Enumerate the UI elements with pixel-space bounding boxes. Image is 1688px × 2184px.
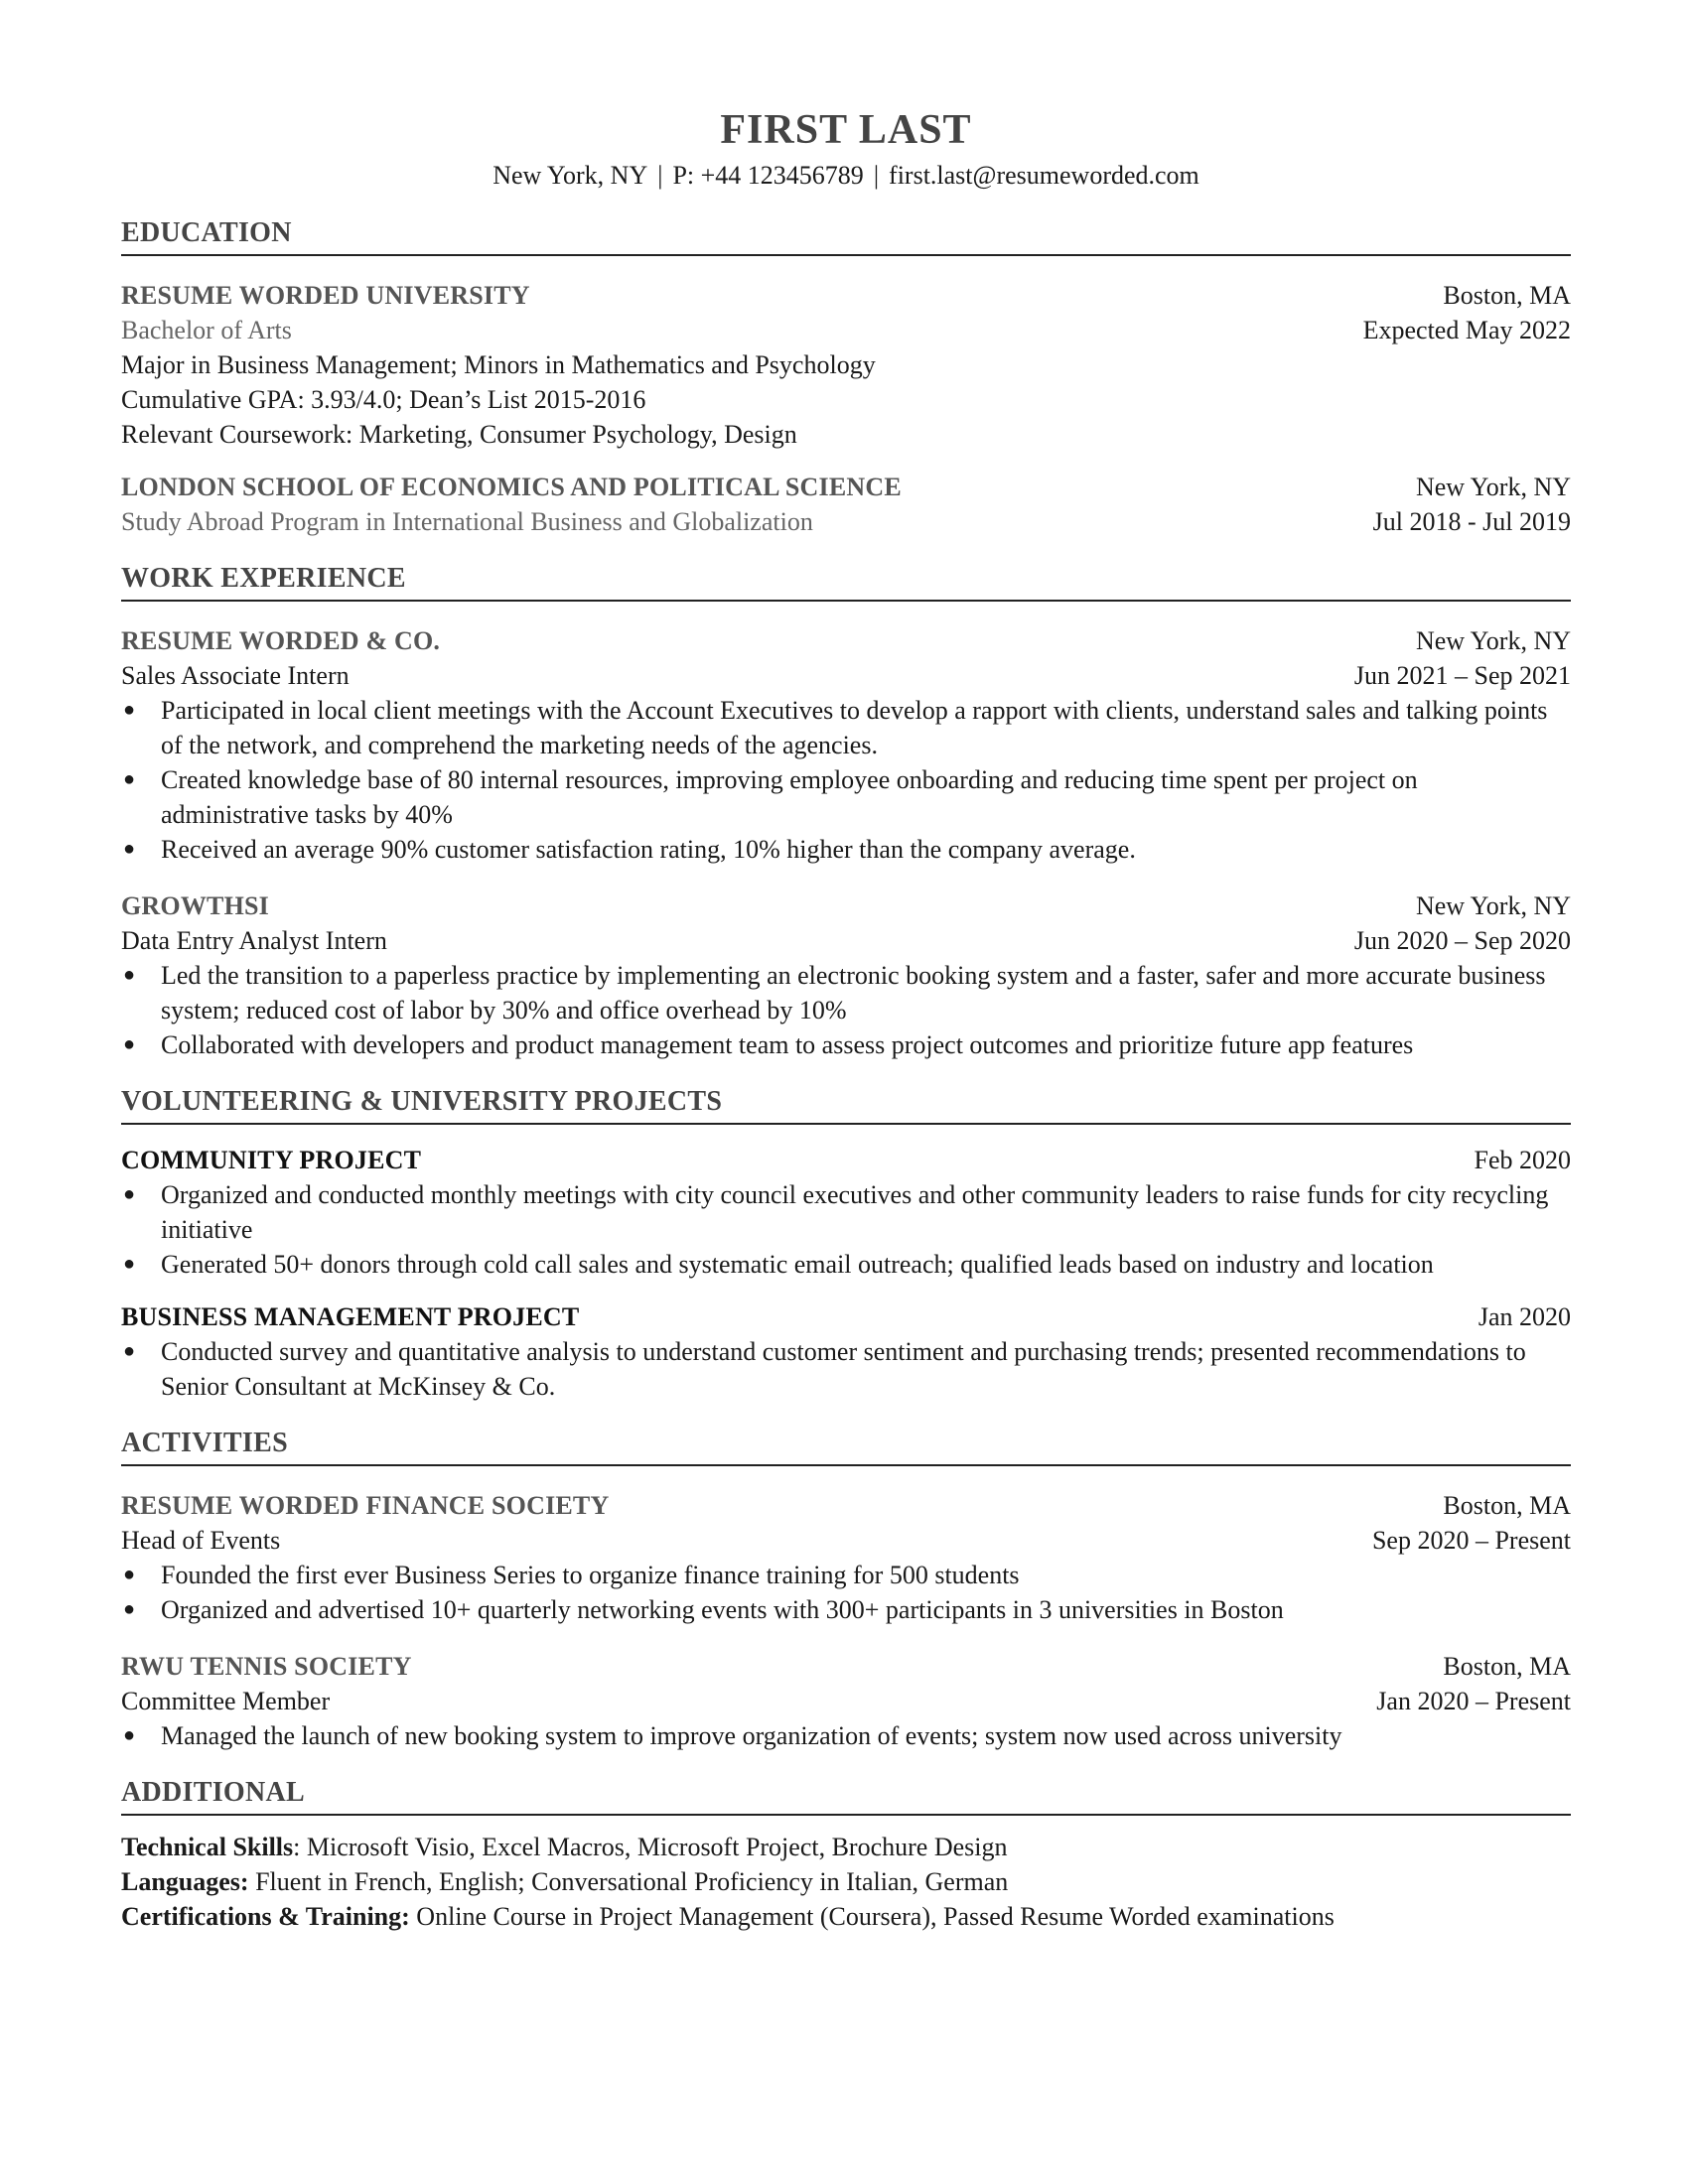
education-entry: [121, 278, 1571, 452]
activity-entry: [121, 1488, 1571, 1627]
project-entry: [121, 1299, 1571, 1404]
bullet-text: Generated 50+ donors through cold call sales and systematic email outreach; qualified leads based on industry and location: [161, 1250, 1434, 1279]
bullet-text: Managed the launch of new booking system to improve organization of events; system now used across university: [161, 1721, 1342, 1750]
project-name: BUSINESS MANAGEMENT PROJECT: [121, 1302, 580, 1331]
entry-date: Expected May 2022: [1362, 316, 1571, 344]
bullet-item: [121, 1558, 1571, 1592]
bullet-icon: ●: [123, 1724, 136, 1746]
additional-label: Languages:: [121, 1867, 249, 1896]
bullet-text: Conducted survey and quantitative analysis to understand customer sentiment and purchasing trends; presented recommendations to Senior Consultant at McKinsey & Co.: [161, 1337, 1526, 1401]
bullet-icon: ●: [123, 1253, 136, 1275]
bullet-icon: ●: [123, 1340, 136, 1362]
project-name: COMMUNITY PROJECT: [121, 1146, 422, 1174]
entry-date: Jun 2020 – Sep 2020: [1353, 926, 1571, 955]
entry-location: New York, NY: [1415, 891, 1571, 920]
additional-text: Fluent in French, English; Conversational Proficiency in Italian, German: [255, 1867, 1009, 1896]
bullet-icon: ●: [123, 768, 136, 790]
section-heading: EDUCATION: [121, 215, 1571, 256]
education-detail: Cumulative GPA: 3.93/4.0; Dean’s List 2015-2016: [121, 385, 646, 414]
bullet-item: [121, 1177, 1571, 1247]
contact-email: first.last@resumeworded.com: [889, 161, 1199, 190]
bullet-item: [121, 1027, 1571, 1062]
activity-entry: [121, 1649, 1571, 1753]
contact-phone: P: +44 123456789: [672, 161, 864, 190]
entry-date: Jan 2020 – Present: [1376, 1687, 1571, 1715]
section-heading: WORK EXPERIENCE: [121, 561, 1571, 602]
entry-date: Jul 2018 - Jul 2019: [1372, 507, 1571, 536]
additional-item: [121, 1899, 1571, 1934]
bullet-item: [121, 1718, 1571, 1753]
bullet-icon: ●: [123, 1598, 136, 1620]
entry-location: New York, NY: [1415, 626, 1571, 655]
company-name: GROWTHSI: [121, 891, 269, 920]
bullet-text: Organized and advertised 10+ quarterly networking events with 300+ participants in 3 universities in Boston: [161, 1595, 1284, 1624]
entry-date: Feb 2020: [1474, 1146, 1571, 1174]
bullet-item: [121, 1334, 1571, 1404]
additional-label: Technical Skills: [121, 1833, 294, 1861]
job-title: Sales Associate Intern: [121, 661, 350, 690]
job-title: Data Entry Analyst Intern: [121, 926, 387, 955]
volunteering-section: [121, 1084, 1571, 1404]
company-name: RESUME WORDED & CO.: [121, 626, 441, 655]
education-detail: Major in Business Management; Minors in Mathematics and Psychology: [121, 350, 876, 379]
bullet-text: Founded the first ever Business Series to organize finance training for 500 students: [161, 1561, 1020, 1589]
additional-text: Online Course in Project Management (Coursera), Passed Resume Worded examinations: [416, 1902, 1335, 1931]
entry-location: Boston, MA: [1443, 1491, 1571, 1520]
bullet-item: [121, 1247, 1571, 1282]
degree: Bachelor of Arts: [121, 316, 292, 344]
bullet-icon: ●: [123, 699, 136, 721]
work-entry: [121, 623, 1571, 867]
additional-label: Certifications & Training:: [121, 1902, 410, 1931]
bullet-icon: ●: [123, 964, 136, 986]
education-entry: [121, 470, 1571, 539]
entry-location: New York, NY: [1415, 473, 1571, 501]
institution-name: LONDON SCHOOL OF ECONOMICS AND POLITICAL SCIENCE: [121, 473, 902, 501]
resume-name: FIRST LAST: [720, 107, 972, 153]
bullet-item: [121, 1592, 1571, 1627]
bullet-icon: ●: [123, 838, 136, 860]
additional-item: [121, 1864, 1571, 1899]
contact-line: [121, 158, 1571, 194]
entry-location: Boston, MA: [1443, 281, 1571, 310]
contact-location: New York, NY: [492, 161, 648, 190]
bullet-icon: ●: [123, 1564, 136, 1585]
bullet-text: Led the transition to a paperless practice by implementing an electronic booking system and a faster, safer and more accurate business system; reduced cost of labor by 30% and office overhead by 10%: [161, 961, 1546, 1024]
bullet-icon: ●: [123, 1183, 136, 1205]
education-section: [121, 215, 1571, 539]
work-experience-section: [121, 561, 1571, 1062]
section-heading: ADDITIONAL: [121, 1775, 1571, 1816]
work-entry: [121, 888, 1571, 1062]
bullet-item: [121, 832, 1571, 867]
bullet-text: Participated in local client meetings with the Account Executives to develop a rapport with clients, understand sales and talking points of the network, and comprehend the marketing needs of the agencies.: [161, 696, 1548, 759]
degree: Study Abroad Program in International Business and Globalization: [121, 507, 813, 536]
bullet-item: [121, 693, 1571, 762]
bullet-text: Created knowledge base of 80 internal resources, improving employee onboarding and reducing time spent per project on administrative tasks by 40%: [161, 765, 1418, 829]
bullet-icon: ●: [123, 1033, 136, 1055]
additional-text: Microsoft Visio, Excel Macros, Microsoft Project, Brochure Design: [306, 1833, 1008, 1861]
section-heading: VOLUNTEERING & UNIVERSITY PROJECTS: [121, 1084, 1571, 1125]
education-detail: Relevant Coursework: Marketing, Consumer Psychology, Design: [121, 420, 797, 449]
entry-location: Boston, MA: [1443, 1652, 1571, 1681]
entry-date: Jan 2020: [1477, 1302, 1571, 1331]
organization-name: RWU TENNIS SOCIETY: [121, 1652, 412, 1681]
activity-role: Head of Events: [121, 1526, 281, 1555]
additional-separator: :: [293, 1833, 307, 1861]
institution-name: RESUME WORDED UNIVERSITY: [121, 281, 530, 310]
contact-separator: |: [873, 161, 880, 190]
bullet-item: [121, 762, 1571, 832]
bullet-text: Collaborated with developers and product management team to assess project outcomes and prioritize future app features: [161, 1030, 1414, 1059]
resume-page: [121, 104, 1571, 1934]
bullet-text: Received an average 90% customer satisfaction rating, 10% higher than the company average.: [161, 835, 1136, 864]
bullet-item: [121, 958, 1571, 1027]
bullet-text: Organized and conducted monthly meetings with city council executives and other community leaders to raise funds for city recycling initiative: [161, 1180, 1549, 1244]
activities-section: [121, 1426, 1571, 1753]
activity-role: Committee Member: [121, 1687, 331, 1715]
additional-section: [121, 1775, 1571, 1934]
contact-separator: |: [657, 161, 663, 190]
project-entry: [121, 1143, 1571, 1282]
additional-item: [121, 1830, 1571, 1864]
entry-date: Sep 2020 – Present: [1371, 1526, 1571, 1555]
entry-date: Jun 2021 – Sep 2021: [1353, 661, 1571, 690]
organization-name: RESUME WORDED FINANCE SOCIETY: [121, 1491, 610, 1520]
section-heading: ACTIVITIES: [121, 1426, 1571, 1466]
